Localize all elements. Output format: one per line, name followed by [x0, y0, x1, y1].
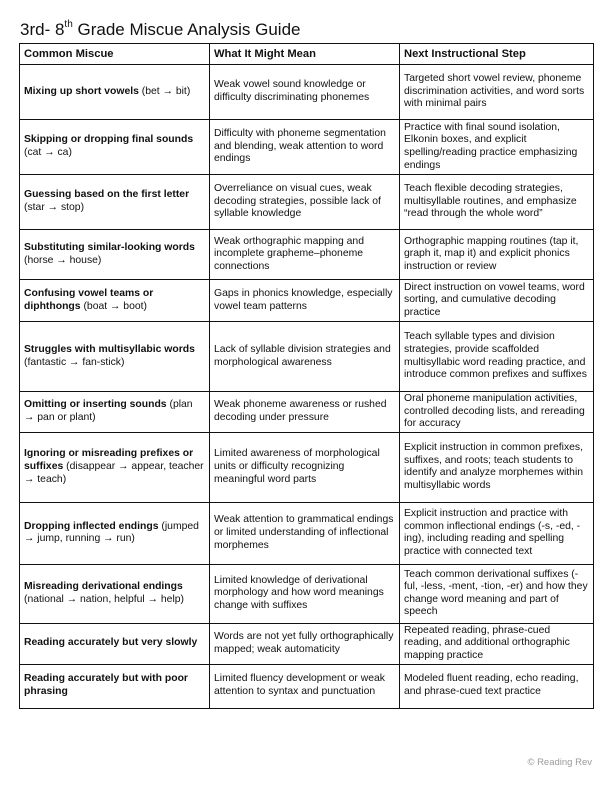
title-prefix: 3rd- 8 — [20, 20, 65, 39]
cell-common-miscue — [20, 230, 210, 280]
cell-common-miscue — [20, 120, 210, 175]
cell-next-instructional-step: Direct instruction on vowel teams, word sorting, and cumulative decoding practice — [400, 280, 594, 322]
cell-next-instructional-step: Explicit instruction and practice with common inflectional endings (-s, -ed, -ing), including reading and spelling practice with connected text — [400, 502, 594, 564]
cell-what-it-might-mean: Gaps in phonics knowledge, especially vowel team patterns — [210, 280, 400, 322]
cell-what-it-might-mean: Difficulty with phoneme segmentation and blending, weak attention to word endings — [210, 120, 400, 175]
miscue-name: Mixing up short vowels — [24, 85, 139, 97]
table-row — [20, 322, 594, 392]
cell-common-miscue — [20, 432, 210, 502]
cell-common-miscue — [20, 175, 210, 230]
miscue-name: Misreading derivational endings — [24, 581, 183, 593]
cell-next-instructional-step: Teach flexible decoding strategies, multisyllable routines, and emphasize “read through the whole word” — [400, 175, 594, 230]
table-row — [20, 120, 594, 175]
cell-next-instructional-step: Oral phoneme manipulation activities, controlled decoding lists, and rereading for accuracy — [400, 392, 594, 433]
table-row — [20, 623, 594, 664]
miscue-example: (fantastic → fan-stick) — [24, 356, 125, 368]
miscue-example: (plan → pan or plant) — [24, 399, 193, 423]
miscue-example: (disappear → appear, teacher → teach) — [24, 460, 204, 485]
table-row — [20, 564, 594, 623]
miscue-example: (bet → bit) — [141, 85, 191, 97]
cell-next-instructional-step: Practice with final sound isolation, Elkonin boxes, and explicit spelling/reading practice emphasizing endings — [400, 120, 594, 175]
miscue-name: Omitting or inserting sounds — [24, 399, 167, 411]
table-row — [20, 175, 594, 230]
miscue-example: (boat → boot) — [83, 300, 147, 312]
cell-next-instructional-step: Teach common derivational suffixes (-ful, -less, -ment, -tion, -er) and how they change word meaning and part of speech — [400, 564, 594, 623]
cell-next-instructional-step: Repeated reading, phrase-cued reading, and additional orthographic mapping practice — [400, 623, 594, 664]
cell-common-miscue — [20, 502, 210, 564]
table-row — [20, 664, 594, 708]
miscue-analysis-table — [19, 43, 594, 709]
table-row — [20, 230, 594, 280]
miscue-example: (cat → ca) — [24, 147, 72, 158]
cell-common-miscue — [20, 65, 210, 120]
table-row — [20, 392, 594, 433]
table-row — [20, 280, 594, 322]
cell-next-instructional-step: Targeted short vowel review, phoneme discrimination activities, and word sorts with minimal pairs — [400, 65, 594, 120]
cell-next-instructional-step: Explicit instruction in common prefixes, suffixes, and roots; teach students to identify and analyze morphemes within multisyllabic words — [400, 432, 594, 502]
cell-next-instructional-step: Teach syllable types and division strategies, provide scaffolded multisyllabic word reading practice, and introduce common prefixes and suffixes — [400, 322, 594, 392]
cell-what-it-might-mean: Weak vowel sound knowledge or difficulty discriminating phonemes — [210, 65, 400, 120]
cell-what-it-might-mean: Weak attention to grammatical endings or limited understanding of inflectional morphemes — [210, 502, 400, 564]
cell-common-miscue — [20, 392, 210, 433]
cell-common-miscue — [20, 280, 210, 322]
miscue-example: (jumped → jump, running → run) — [24, 520, 199, 545]
table-row — [20, 502, 594, 564]
cell-what-it-might-mean: Limited knowledge of derivational morphology and how word meanings change with suffixes — [210, 564, 400, 623]
cell-what-it-might-mean: Overreliance on visual cues, weak decoding strategies, possible lack of syllable knowledge — [210, 175, 400, 230]
table-row — [20, 65, 594, 120]
table-row — [20, 432, 594, 502]
cell-what-it-might-mean: Words are not yet fully orthographically mapped; weak automaticity — [210, 623, 400, 664]
miscue-name: Skipping or dropping final sounds — [24, 134, 194, 146]
miscue-example: (national → nation, helpful → help) — [24, 593, 184, 605]
title-superscript: th — [64, 19, 73, 31]
cell-common-miscue — [20, 623, 210, 664]
miscue-name: Reading accurately but very slowly — [24, 637, 198, 649]
miscue-name: Confusing vowel teams or diphthongs — [24, 287, 154, 312]
copyright-notice: © Reading Rev — [527, 757, 592, 768]
miscue-name: Substituting similar-looking words — [24, 241, 195, 253]
miscue-name: Struggles with multisyllabic words — [24, 343, 195, 355]
header-next-instructional-step: Next Instructional Step — [400, 44, 594, 65]
cell-next-instructional-step: Orthographic mapping routines (tap it, graph it, map it) and explicit phonics instruction or review — [400, 230, 594, 280]
page-title — [20, 20, 300, 40]
title-suffix: Grade Miscue Analysis Guide — [72, 20, 301, 39]
cell-what-it-might-mean: Lack of syllable division strategies and morphological awareness — [210, 322, 400, 392]
cell-common-miscue — [20, 322, 210, 392]
header-what-it-might-mean: What It Might Mean — [210, 44, 400, 65]
cell-next-instructional-step: Modeled fluent reading, echo reading, and phrase-cued text practice — [400, 664, 594, 708]
miscue-name: Reading accurately but with poor phrasing — [24, 673, 188, 698]
table-header-row — [20, 44, 594, 65]
cell-common-miscue — [20, 664, 210, 708]
miscue-name: Ignoring or misreading prefixes or suffixes — [24, 448, 194, 472]
cell-what-it-might-mean: Weak phoneme awareness or rushed decoding under pressure — [210, 392, 400, 433]
miscue-example: (horse → house) — [24, 254, 102, 266]
cell-common-miscue — [20, 564, 210, 623]
cell-what-it-might-mean: Limited fluency development or weak attention to syntax and punctuation — [210, 664, 400, 708]
miscue-name: Guessing based on the first letter — [24, 189, 190, 201]
miscue-name: Dropping inflected endings — [24, 520, 159, 532]
miscue-example: (star → stop) — [24, 202, 85, 213]
header-common-miscue: Common Miscue — [20, 44, 210, 65]
cell-what-it-might-mean: Weak orthographic mapping and incomplete grapheme–phoneme connections — [210, 230, 400, 280]
cell-what-it-might-mean: Limited awareness of morphological units or difficulty recognizing meaningful word parts — [210, 432, 400, 502]
